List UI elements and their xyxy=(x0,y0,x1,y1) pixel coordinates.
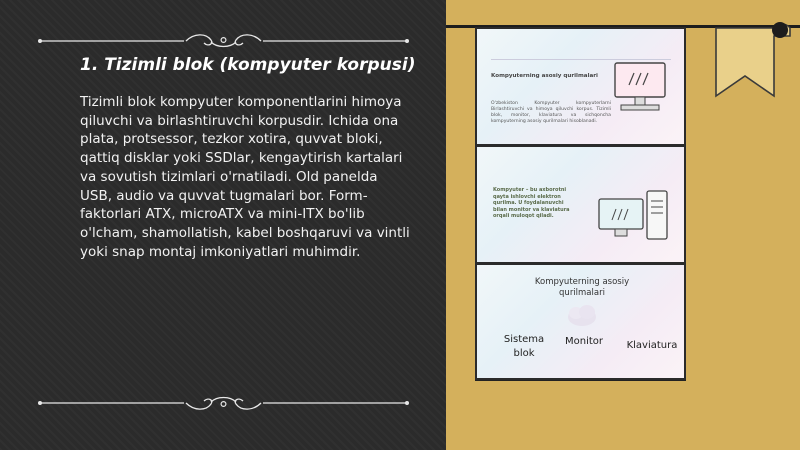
slide-thumbnail-3[interactable] xyxy=(477,265,684,378)
thumbnail-body: O'zbekiston Kompyuter kompyuterlarni Birlashtiruvchi va himoya qiluvchi korpus. Tizimli blok, monitor, klaviatura va sichqoncha kompyuterning asosiy qurilmalari hisoblanadi. xyxy=(491,101,611,124)
slide-thumbnail-strip xyxy=(475,27,686,381)
thumbnail-title: Kompyuterning asosiy qurilmalari xyxy=(534,277,630,298)
slide-body-text: Tizimli blok kompyuter komponentlarini himoya qiluvchi va birlashtiruvchi korpusdir. Ichida ona plata, protsessor, tezkor xotira, quvvat bloki, qattiq disklar yoki SSDlar, kengaytirish kartalari va sovutish tizimlari o'rnatiladi. Old panelda USB, audio va quvvat tugmalari bor. Form-faktorlari ATX, microATX va mini-ITX bo'lib o'lcham, shamollatish, kabel boshqaruvi va vintli yoki snap montaj imkoniyatlari muhimdir. xyxy=(80,94,410,260)
cloud-icon xyxy=(565,303,599,329)
thumbnail-label: Monitor xyxy=(564,336,603,347)
computer-tower-icon xyxy=(595,187,673,247)
thumbnail-body: Kompyuter – bu axborotni qayta ishlovchi elektron qurilma. U foydalanuvchi bilan monitor va klaviatura orqali muloqot qiladi. xyxy=(493,187,570,219)
monitor-icon xyxy=(609,59,671,117)
ornament-divider-icon xyxy=(36,392,411,414)
slide-thumbnail-2[interactable] xyxy=(477,147,684,262)
ornament-divider-icon xyxy=(36,30,411,52)
bookmark-ribbon-icon xyxy=(714,16,792,106)
thumbnail-label: Klaviatura xyxy=(626,340,678,351)
thumbnail-title: Kompyuterning asosiy qurilmalari xyxy=(491,73,598,79)
thumbnail-label: Sistema blok xyxy=(503,334,545,359)
slide-thumbnail-1[interactable] xyxy=(477,29,684,144)
slide-title: 1. Tizimli blok (kompyuter korpusi) xyxy=(80,55,416,75)
